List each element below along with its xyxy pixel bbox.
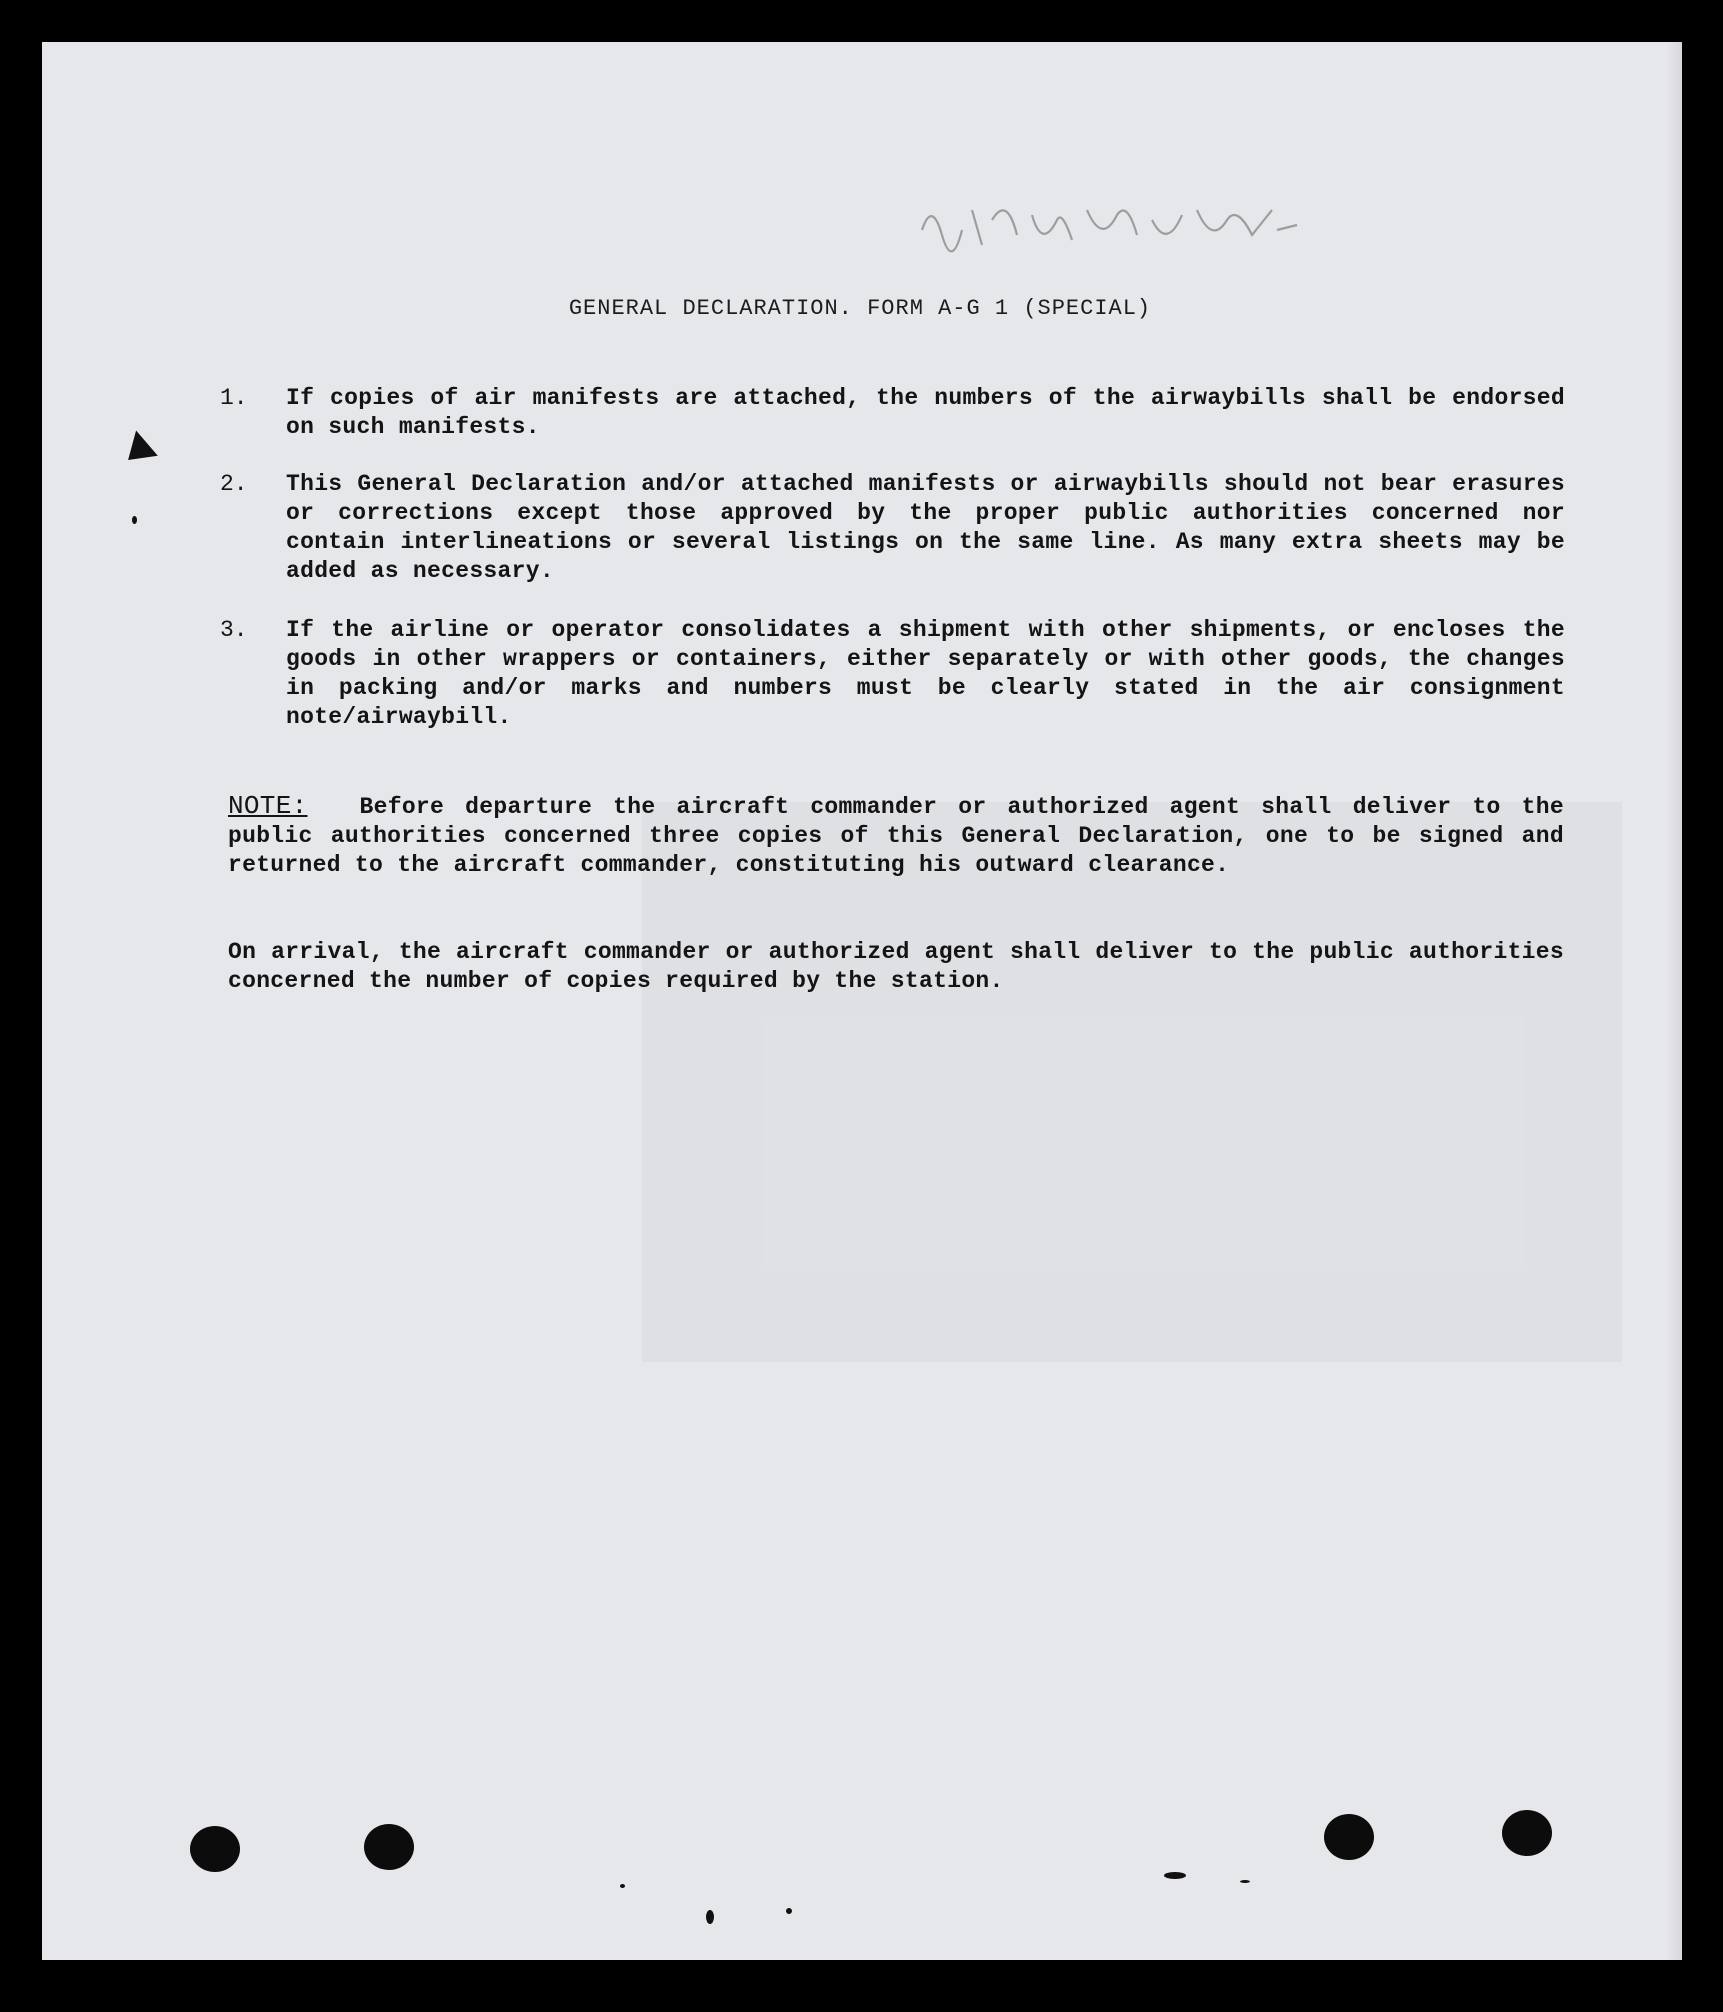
- list-item-text: If copies of air manifests are attached, the numbers of the airwaybills shall be endorsed on such manifests.: [286, 385, 1565, 440]
- note-label: NOTE:: [228, 791, 308, 821]
- margin-speck: [132, 516, 137, 524]
- list-item-3: [220, 616, 1565, 732]
- margin-arrow-mark: [124, 428, 158, 460]
- list-item-text: This General Declaration and/or attached manifests or airwaybills should not bear erasures or corrections except those approved by the proper public authorities concerned nor contain interlineations or several listings on the same line. As many extra sheets may be added as necessary.: [286, 471, 1565, 584]
- document-page: [42, 42, 1682, 1960]
- page-edge-shading: [1666, 42, 1682, 1960]
- punch-hole: [364, 1824, 414, 1870]
- scan-speck: [1164, 1872, 1186, 1879]
- list-item-number: 2.: [220, 471, 248, 497]
- note-paragraph: [228, 792, 1564, 880]
- document-title: GENERAL DECLARATION. FORM A-G 1 (SPECIAL): [568, 296, 1152, 321]
- punch-hole: [1324, 1814, 1374, 1860]
- scan-speck: [620, 1884, 625, 1888]
- list-item-2: [220, 470, 1565, 586]
- scan-speck: [1240, 1880, 1250, 1883]
- handwritten-annotation: [912, 190, 1302, 270]
- list-item-1: [220, 384, 1565, 442]
- list-item-number: 1.: [220, 385, 248, 411]
- note-text: Before departure the aircraft commander or authorized agent shall deliver to the public authorities concerned three copies of this General Declaration, one to be signed and returned to the aircraft commander, constituting his outward clearance.: [228, 794, 1564, 878]
- bleed-through-area: [642, 802, 1622, 1362]
- scan-speck: [706, 1910, 714, 1924]
- punch-hole: [190, 1826, 240, 1872]
- arrival-paragraph: On arrival, the aircraft commander or authorized agent shall deliver to the public authorities concerned the number of copies required by the station.: [228, 939, 1564, 994]
- scan-speck: [786, 1908, 792, 1914]
- punch-hole: [1502, 1810, 1552, 1856]
- list-item-text: If the airline or operator consolidates a shipment with other shipments, or encloses the goods in other wrappers or containers, either separately or with other goods, the changes in packing and/or marks and numbers must be clearly stated in the air consignment note/airwaybill.: [286, 617, 1565, 730]
- list-item-number: 3.: [220, 617, 248, 643]
